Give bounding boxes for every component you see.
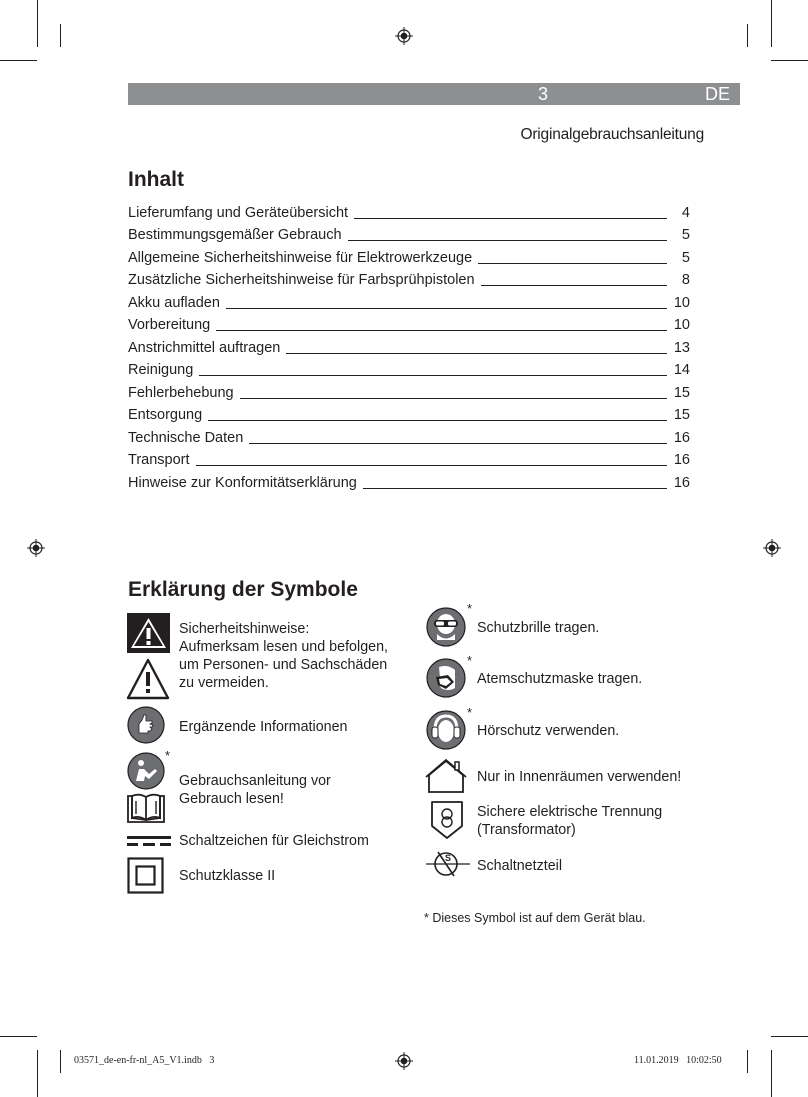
crop-mark [60,24,61,47]
toc-entry [128,222,690,245]
toc-leader-line [226,308,667,309]
goggles-text: Schutzbrille tragen. [477,620,600,636]
toc-entry [128,267,690,290]
toc-entry-title: Anstrichmittel auftragen [128,339,281,356]
crop-mark [771,60,808,61]
toc-entry [128,289,690,312]
toc-entry [128,312,690,335]
toc-entry-title: Zusätzliche Sicherheitshinweise für Farbsprühpistolen [128,272,475,288]
toc-entry-title: Technische Daten [128,429,244,446]
crop-mark [771,1036,808,1037]
toc-leader-line [196,465,667,466]
toc-leader-line [481,285,667,286]
registration-mark-icon [763,539,781,557]
mask-text: Atemschutzmaske tragen. [477,671,643,687]
toc-entry-title: Allgemeine Sicherheitshinweise für Elektrowerkzeuge [128,249,473,266]
asterisk-marker: * [165,748,171,763]
language-code: DE [704,84,730,104]
crop-mark [0,1036,37,1037]
toc-entry-page: 5 [681,227,690,243]
toc-entry-page: 16 [673,429,690,446]
transformer-text-line: Sichere elektrische Trennung [477,804,663,820]
toc-leader-line [286,353,667,354]
transformer-text-line: (Transformator) [477,822,576,838]
toc-leader-line [348,240,667,241]
toc-entry-page: 16 [673,474,690,491]
toc-entry [128,334,690,357]
open-book-icon [126,792,166,824]
toc-entry [128,199,690,222]
info-hand-icon [127,706,165,744]
toc-entry [128,424,690,447]
warning-filled-icon [127,613,170,653]
toc-entry-page: 10 [673,317,690,333]
crop-mark [747,1050,748,1073]
manual-text-line: Gebrauchsanleitung vor [179,773,331,789]
toc-title: Inhalt [128,168,184,191]
table-of-contents [128,199,690,492]
registration-mark-icon [395,1052,413,1070]
toc-entry-page: 15 [673,407,690,423]
toc-entry-title: Bestimmungsgemäßer Gebrauch [128,227,342,243]
asterisk-marker: * [467,601,473,616]
toc-leader-line [199,375,667,376]
switch-symbol-letter: S [445,853,452,863]
safety-transformer-icon [430,800,464,840]
registration-mark-icon [395,27,413,45]
crop-mark [0,60,37,61]
toc-entry-page: 8 [681,272,690,288]
safety-text-line: Sicherheitshinweise: [179,621,310,637]
toc-entry-page: 16 [673,452,690,468]
crop-mark [37,1050,38,1097]
page-header-bar [128,83,740,105]
toc-leader-line [208,420,667,421]
hearing-protection-icon [426,710,466,750]
crop-mark [771,0,772,47]
document-subtitle: Originalgebrauchsanleitung [520,126,704,143]
toc-leader-line [363,488,667,489]
toc-entry-title: Reinigung [128,362,194,378]
toc-leader-line [478,263,667,264]
indoor-house-icon [425,758,467,794]
toc-entry [128,379,690,402]
switch-mode-power-supply-icon [426,846,470,882]
toc-entry-title: Transport [128,452,190,468]
read-manual-circle-icon [127,752,165,790]
toc-entry-title: Hinweise zur Konformitätserklärung [128,474,357,491]
respirator-mask-icon [426,658,466,698]
toc-leader-line [240,398,667,399]
toc-entry-page: 14 [673,362,690,378]
crop-mark [60,1050,61,1073]
asterisk-marker: * [467,705,473,720]
footer-datetime: 11.01.2019 10:02:50 [634,1055,722,1066]
info-text: Ergänzende Informationen [179,719,348,735]
blue-symbol-note: * Dieses Symbol ist auf dem Gerät blau. [424,911,646,925]
symbols-title: Erklärung der Symbole [128,578,358,601]
toc-leader-line [249,443,667,444]
toc-entry-page: 10 [673,294,690,311]
safety-text-line: um Personen- und Sachschäden [179,657,388,673]
protection-class-ii-icon [127,857,164,894]
registration-mark-icon [27,539,45,557]
smps-text: Schaltnetzteil [477,858,563,874]
indoor-text: Nur in Innenräumen verwenden! [477,769,682,785]
manual-text-line: Gebrauch lesen! [179,791,284,807]
toc-entry-title: Vorbereitung [128,317,211,333]
crop-mark [771,1050,772,1097]
dc-text: Schaltzeichen für Gleichstrom [179,833,369,849]
toc-entry-page: 15 [673,384,690,401]
page-number: 3 [537,84,548,104]
safety-text-line: Aufmerksam lesen und befolgen, [179,639,389,655]
hearing-text: Hörschutz verwenden. [477,723,620,739]
toc-entry [128,402,690,425]
toc-leader-line [354,218,667,219]
toc-entry-page: 5 [681,249,690,266]
class2-text: Schutzklasse II [179,868,276,884]
toc-entry-title: Fehlerbehebung [128,384,234,401]
safety-goggles-icon [426,607,466,647]
asterisk-marker: * [467,653,473,668]
toc-entry [128,244,690,267]
footer-filename: 03571_de-en-fr-nl_A5_V1.indb 3 [74,1055,215,1066]
safety-text-line: zu vermeiden. [179,675,269,691]
toc-entry [128,469,690,492]
warning-outline-icon [126,658,170,700]
direct-current-icon [127,835,171,847]
toc-entry-title: Lieferumfang und Geräteübersicht [128,204,349,221]
toc-entry-title: Akku aufladen [128,294,220,311]
toc-entry [128,447,690,470]
toc-entry-page: 4 [681,204,690,221]
toc-entry [128,357,690,380]
crop-mark [747,24,748,47]
crop-mark [37,0,38,47]
toc-leader-line [216,330,667,331]
toc-entry-title: Entsorgung [128,407,203,423]
toc-entry-page: 13 [673,339,690,356]
